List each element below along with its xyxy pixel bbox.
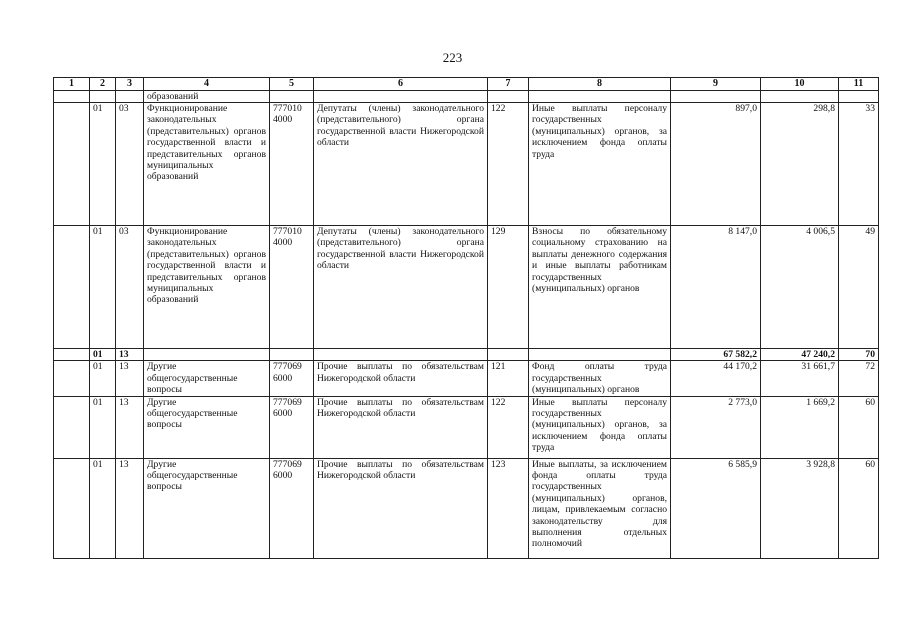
cell [116,91,144,103]
column-header-8: 8 [529,78,671,91]
table-row [54,361,879,396]
cell-section-name: Функционирование законодательных (представительных) органов государственной власти и представительных органов муниципальных образований [144,103,270,226]
cell [761,91,839,103]
cell-section-name: Функционирование законодательных (представительных) органов государственной власти и представительных органов муниципальных образований [144,226,270,349]
cell-blank [54,396,90,458]
cell-target-name: Депутаты (члены) законодательного (представительного) органа государственной власти Нижегородской области [314,226,488,349]
table-row [54,226,879,349]
cell-actual: 47 240,2 [761,349,839,361]
cell-expense-code: 123 [488,458,529,558]
column-header-11: 11 [839,78,879,91]
cell-expense-code: 121 [488,361,529,396]
cell-expense-code [488,349,529,361]
cell-section-name: Другие общегосударственные вопросы [144,361,270,396]
continuation-row [54,91,879,103]
cell-plan: 2 773,0 [671,396,761,458]
page-number: 223 [442,50,463,65]
cell [270,91,314,103]
cell-actual: 4 006,5 [761,226,839,349]
cell-target-code: 777010 4000 [270,103,314,226]
cell-percent: 60 [839,458,879,558]
cell-expense-name: Взносы по обязательному социальному страхованию на выплаты денежного содержания и иные выплаты работникам государственных (муниципальных) органов [529,226,671,349]
cell-expense-name: Иные выплаты, за исключением фонда оплаты труда государственных (муниципальных) органов, лицам, привлекаемым согласно законодательству для выполнения отдельных полномочий [529,458,671,558]
cell-target-name [314,349,488,361]
cell [90,91,116,103]
cell-plan: 897,0 [671,103,761,226]
cell [488,91,529,103]
subtotal-row [54,349,879,361]
cell-section: 01 [90,349,116,361]
cell-target-code: 777069 6000 [270,361,314,396]
cell-expense-code: 122 [488,103,529,226]
column-header-9: 9 [671,78,761,91]
cell-section: 01 [90,458,116,558]
cell-expense-name: Иные выплаты персоналу государственных (муниципальных) органов, за исключением фонда оплаты труда [529,103,671,226]
cell [314,91,488,103]
table-row [54,396,879,458]
cell-plan: 67 582,2 [671,349,761,361]
cell-percent: 70 [839,349,879,361]
cell-section-name: Другие общегосударственные вопросы [144,396,270,458]
column-header-2: 2 [90,78,116,91]
cell-section-name: Другие общегосударственные вопросы [144,458,270,558]
cell-expense-code: 122 [488,396,529,458]
cell-target-code: 777069 6000 [270,396,314,458]
cell-expense-name: Иные выплаты персоналу государственных (муниципальных) органов, за исключением фонда оплаты труда [529,396,671,458]
cell-blank [54,349,90,361]
cell-plan: 44 170,2 [671,361,761,396]
cell-section: 01 [90,226,116,349]
cell-target-name: Депутаты (члены) законодательного (представительного) органа государственной власти Нижегородской области [314,103,488,226]
cell-subsection: 13 [116,458,144,558]
cell-target-code: 777010 4000 [270,226,314,349]
cell-blank [54,103,90,226]
cell-expense-code: 129 [488,226,529,349]
column-header-7: 7 [488,78,529,91]
cell-percent: 72 [839,361,879,396]
column-header-4: 4 [144,78,270,91]
cell-percent: 49 [839,226,879,349]
cell-section: 01 [90,103,116,226]
column-header-10: 10 [761,78,839,91]
column-header-6: 6 [314,78,488,91]
cell-plan: 6 585,9 [671,458,761,558]
cell-target-name: Прочие выплаты по обязательствам Нижегородской области [314,361,488,396]
cell-section-name [144,349,270,361]
cell [671,91,761,103]
column-header-1: 1 [54,78,90,91]
cell-expense-name: Фонд оплаты труда государственных (муниципальных) органов [529,361,671,396]
cell [54,91,90,103]
cell-target-code [270,349,314,361]
cell-actual: 298,8 [761,103,839,226]
cell-section: 01 [90,396,116,458]
cell-section-name: образований [144,91,270,103]
cell-subsection: 13 [116,349,144,361]
cell [839,91,879,103]
cell-subsection: 03 [116,103,144,226]
cell-expense-name [529,349,671,361]
cell-percent: 33 [839,103,879,226]
header-row [54,78,879,91]
cell-actual: 31 661,7 [761,361,839,396]
table-row [54,103,879,226]
cell-subsection: 13 [116,396,144,458]
cell-plan: 8 147,0 [671,226,761,349]
column-header-5: 5 [270,78,314,91]
cell-subsection: 03 [116,226,144,349]
cell-percent: 60 [839,396,879,458]
cell-target-name: Прочие выплаты по обязательствам Нижегородской области [314,396,488,458]
table-row [54,458,879,558]
cell-target-name: Прочие выплаты по обязательствам Нижегородской области [314,458,488,558]
cell-section: 01 [90,361,116,396]
cell-subsection: 13 [116,361,144,396]
cell-blank [54,226,90,349]
cell [529,91,671,103]
cell-blank [54,458,90,558]
cell-actual: 1 669,2 [761,396,839,458]
cell-actual: 3 928,8 [761,458,839,558]
cell-target-code: 777069 6000 [270,458,314,558]
cell-blank [54,361,90,396]
budget-table [53,77,879,559]
column-header-3: 3 [116,78,144,91]
